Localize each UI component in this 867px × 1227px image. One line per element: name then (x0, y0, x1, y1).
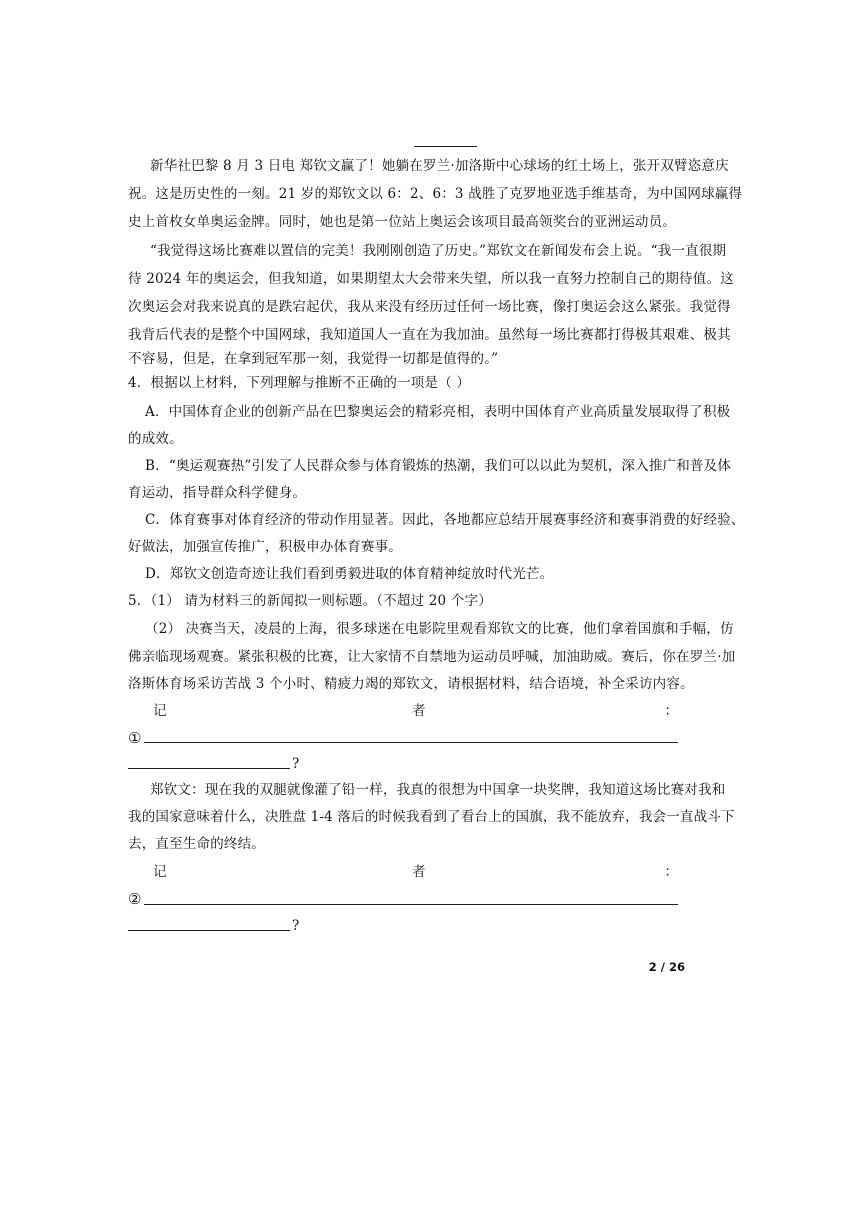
option-c: C．体育赛事对体育经济的带动作用显著。因此，各地都应总结开展赛事经济和赛事消费的好经验、 (145, 512, 745, 528)
material-p2-line: “我觉得这场比赛难以置信的完美！我刚刚创造了历史。”郑钦文在新闻发布会上说。“我一直很期 (150, 243, 727, 259)
option-b-cont: 育运动，指导群众科学健身。 (128, 485, 307, 501)
reporter-char-ji: 记 (153, 703, 167, 719)
header-rule (414, 146, 477, 147)
reporter-colon: ： (664, 703, 678, 719)
option-d: D．郑钦文创造奇迹让我们看到勇毅进取的体育精神绽放时代光芒。 (145, 566, 554, 582)
answer-blank-2-cont-line[interactable] (128, 930, 290, 931)
reporter-label-2 (128, 863, 688, 881)
question-5-part2-line: 洛斯体育场采访苦战 3 个小时、精疲力竭的郑钦文，请根据材料，结合语境，补全采访内容。 (128, 676, 694, 692)
page-number: 2 / 26 (648, 960, 685, 974)
blank-2-marker: ② (128, 890, 142, 908)
zheng-reply-line: 郑钦文：现在我的双腿就像灌了铅一样，我真的很想为中国拿一块奖牌，我知道这场比赛对我和 (150, 782, 726, 798)
question-5-part1: 5．（1） 请为材料三的新闻拟一则标题。（不超过 20 个字） (128, 593, 492, 609)
reporter-char-ji: 记 (153, 864, 167, 880)
answer-blank-1-cont-line[interactable] (128, 768, 290, 769)
reporter-colon: ： (664, 864, 678, 880)
zheng-reply-line: 去，直至生命的终结。 (128, 836, 265, 852)
material-p2-line: 待 2024 年的奥运会，但我知道，如果期望太大会带来失望，所以我一直努力控制自己的期待值。这 (128, 271, 734, 287)
question-5-part2-line: 佛亲临现场观赛。紧张积极的比赛，让大家情不自禁地为运动员呼喊，加油助威。赛后，你在罗兰·加 (128, 649, 736, 665)
reporter-label-1 (128, 702, 688, 720)
question-5-part2-line: （2） 决赛当天，凌晨的上海，很多球迷在电影院里观看郑钦文的比赛，他们拿着国旗和手幅，仿 (145, 621, 734, 637)
option-a: A．中国体育企业的创新产品在巴黎奥运会的精彩亮相，表明中国体育产业高质量发展取得了积极 (145, 404, 731, 420)
material-p2-line: 我背后代表的是整个中国网球，我知道国人一直在为我加油。虽然每一场比赛都打得极其艰难、极其 (128, 327, 731, 343)
option-b: B．“奥运观赛热”引发了人民群众参与体育锻炼的热潮，我们可以以此为契机，深入推广和普及体 (145, 458, 732, 474)
question-mark-2: ? (292, 918, 300, 934)
material-p2-line: 次奥运会对我来说真的是跌宕起伏，我从来没有经历过任何一场比赛，像打奥运会这么紧张。我觉得 (128, 299, 731, 315)
question-mark-1: ? (292, 756, 300, 772)
material-p2-line: 不容易，但是，在拿到冠军那一刻，我觉得一切都是值得的。” (128, 351, 499, 367)
material-p1-line: 史上首枚女单奥运金牌。同时，她也是第一位站上奥运会该项目最高领奖台的亚洲运动员。 (128, 214, 676, 230)
material-p1-line: 祝。这是历史性的一刻。21 岁的郑钦文以 6：2、6：3 战胜了克罗地亚选手维基奇，为中国网球赢得 (128, 186, 743, 202)
option-a-cont: 的成效。 (128, 431, 183, 447)
reporter-char-zhe: 者 (412, 703, 426, 719)
reporter-char-zhe: 者 (412, 864, 426, 880)
blank-1-marker: ① (128, 729, 142, 747)
material-p1-line: 新华社巴黎 8 月 3 日电 郑钦文赢了！她躺在罗兰·加洛斯中心球场的红土场上，张开双臂恣意庆 (150, 158, 729, 174)
zheng-reply-line: 我的国家意味着什么，决胜盘 1-4 落后的时候我看到了看台上的国旗，我不能放弃，我会一直战斗下 (128, 809, 735, 825)
question-4-stem: 4．根据以上材料，下列理解与推断不正确的一项是（ ） (128, 375, 471, 391)
answer-blank-2-line[interactable] (144, 904, 678, 905)
answer-blank-1-line[interactable] (144, 742, 678, 743)
option-c-cont: 好做法，加强宣传推广，积极申办体育赛事。 (128, 539, 402, 555)
